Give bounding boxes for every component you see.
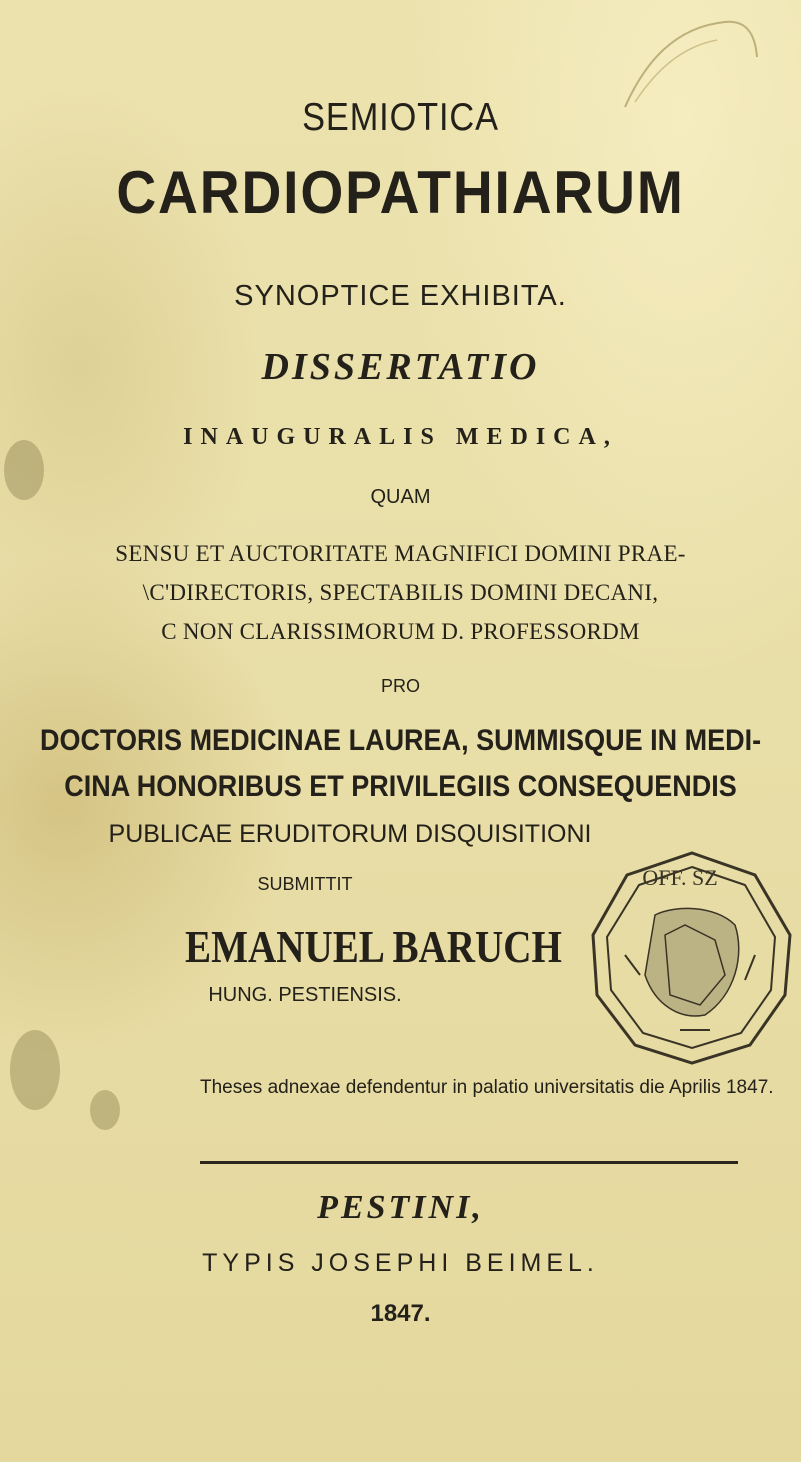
defense-line: Theses adnexae defendentur in palatio universitatis die Aprilis 1847. — [200, 1077, 774, 1098]
publicae-line: PUBLICAE ERUDITORUM DISQUISITIONI — [108, 820, 592, 848]
imprint-year: 1847. — [370, 1300, 431, 1327]
degree-line-1: DOCTORIS MEDICINAE LAUREA, SUMMISQUE IN MEDI- — [40, 724, 762, 757]
authority-line-2: \C'DIRECTORIS, SPECTABILIS DOMINI DECANI, — [142, 580, 659, 605]
subheading-inauguralis: INAUGURALIS MEDICA, — [183, 424, 618, 450]
title-cardiopathiarum: CARDIOPATHIARUM — [116, 159, 685, 226]
word-quam: QUAM — [370, 486, 431, 508]
divider-rule — [200, 1161, 738, 1164]
seal-text: OFF. SZ — [642, 865, 718, 890]
title-synoptice: SYNOPTICE EXHIBITA. — [234, 280, 567, 312]
title-semiotica: SEMIOTICA — [302, 96, 499, 139]
authority-line-3: C NON CLARISSIMORUM D. PROFESSORDM — [161, 619, 640, 644]
word-pro: PRO — [380, 676, 420, 696]
stain-mark — [10, 1030, 60, 1110]
submittit-line: SUBMITTIT — [257, 874, 353, 894]
author-origin: HUNG. PESTIENSIS. — [208, 984, 402, 1006]
authority-line-1: SENSU ET AUCTORITATE MAGNIFICI DOMINI PRAE- — [115, 541, 686, 566]
imprint-city: PESTINI, — [317, 1189, 484, 1226]
library-seal-icon — [585, 845, 800, 1070]
heading-dissertatio: DISSERTATIO — [261, 346, 540, 388]
author-name: EMANUEL BARUCH — [185, 921, 562, 972]
stain-mark — [90, 1090, 120, 1130]
degree-line-2: CINA HONORIBUS ET PRIVILEGIIS CONSEQUENDIS — [64, 770, 737, 803]
imprint-printer: TYPIS JOSEPHI BEIMEL. — [202, 1249, 599, 1277]
